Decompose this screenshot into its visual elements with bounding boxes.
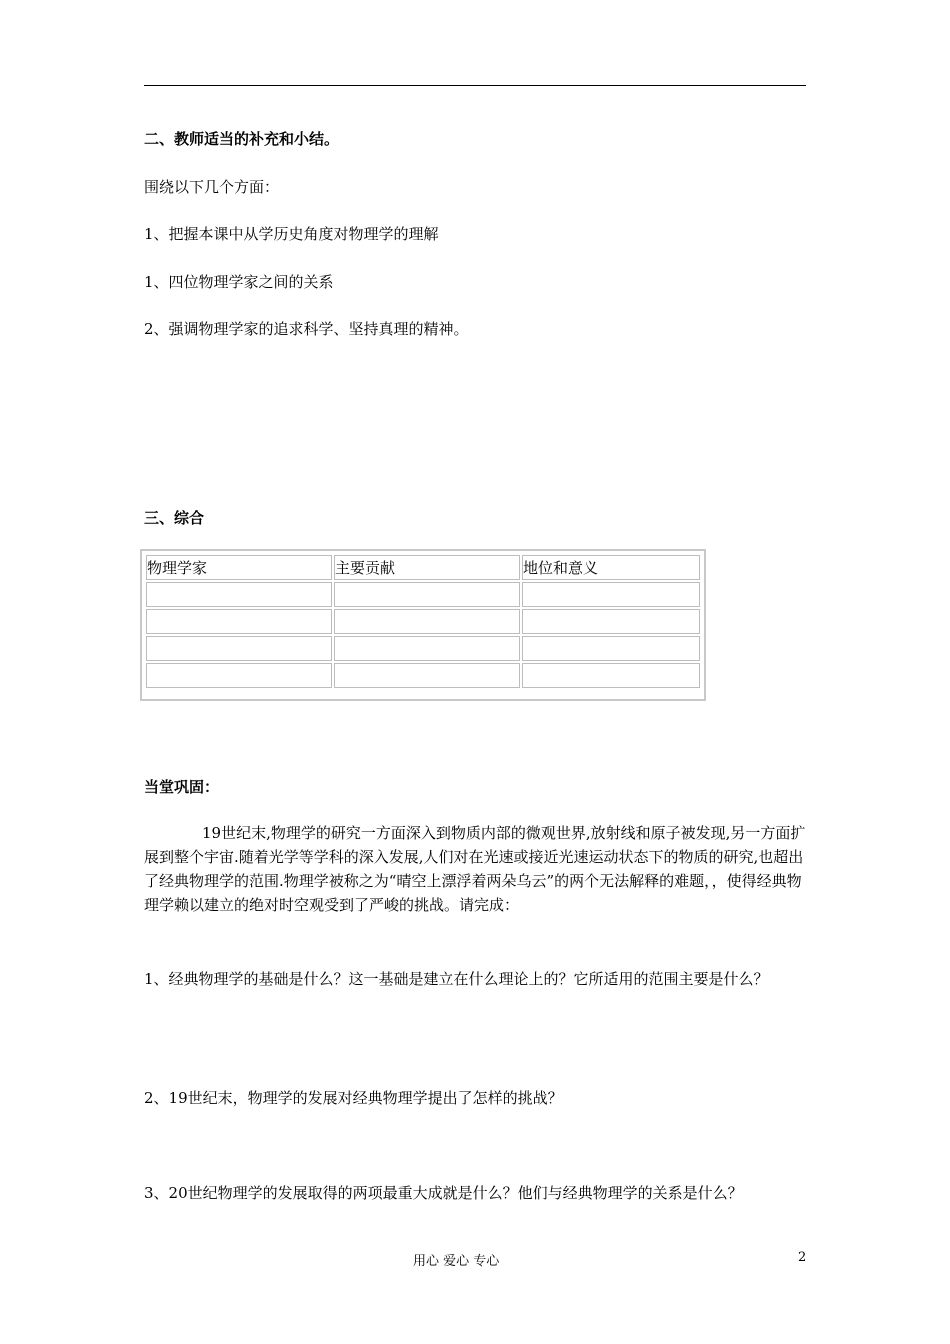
table-cell <box>334 609 520 634</box>
table-cell <box>334 582 520 607</box>
practice-heading: 当堂巩固： <box>144 778 220 796</box>
table-cell <box>146 636 332 661</box>
table-cell <box>522 582 700 607</box>
footer-motto: 用心 爱心 专心 <box>413 1254 500 1269</box>
list-item: 1、四位物理学家之间的关系 <box>144 273 334 291</box>
section3-heading: 三、综合 <box>144 509 205 527</box>
table-cell <box>334 663 520 688</box>
table-cell <box>522 663 700 688</box>
table-row <box>146 582 700 607</box>
table-row <box>146 609 700 634</box>
section2-intro: 围绕以下几个方面： <box>144 178 280 196</box>
table-header-cell: 物理学家 <box>146 555 332 580</box>
question-item: 3、20世纪物理学的发展取得的两项最重大成就是什么？他们与经典物理学的关系是什么？ <box>144 1184 743 1202</box>
header-rule <box>144 85 806 86</box>
table-header-cell: 地位和意义 <box>522 555 700 580</box>
table-cell <box>522 609 700 634</box>
question-item: 1、经典物理学的基础是什么？这一基础是建立在什么理论上的？它所适用的范围主要是什么？ <box>144 970 769 988</box>
table-cell <box>146 582 332 607</box>
list-item: 1、把握本课中从学历史角度对物理学的理解 <box>144 225 439 243</box>
table-cell <box>334 636 520 661</box>
summary-table <box>140 549 706 701</box>
section2-heading: 二、教师适当的补充和小结。 <box>144 130 340 148</box>
table-header-row <box>146 555 700 580</box>
table-cell <box>522 636 700 661</box>
question-item: 2、19世纪末，物理学的发展对经典物理学提出了怎样的挑战？ <box>144 1089 563 1107</box>
table-cell <box>146 609 332 634</box>
table-cell <box>146 663 332 688</box>
page-number: 2 <box>798 1250 807 1265</box>
list-item: 2、强调物理学家的追求科学、坚持真理的精神。 <box>144 320 469 338</box>
table-row <box>146 663 700 688</box>
practice-paragraph: 19世纪末,物理学的研究一方面深入到物质内部的微观世界,放射线和原子被发现,另一方面扩展到整个宇宙.随着光学等学科的深入发展,人们对在光速或接近光速运动状态下的物质的研究,也超出了经典物理学的范围.物理学被称之为“晴空上漂浮着两朵乌云”的两个无法解释的难题，，使得经典物理学赖以建立的绝对时空观受到了严峻的挑战。请完成： <box>144 824 806 914</box>
table-row <box>146 636 700 661</box>
table-header-cell: 主要贡献 <box>334 555 520 580</box>
